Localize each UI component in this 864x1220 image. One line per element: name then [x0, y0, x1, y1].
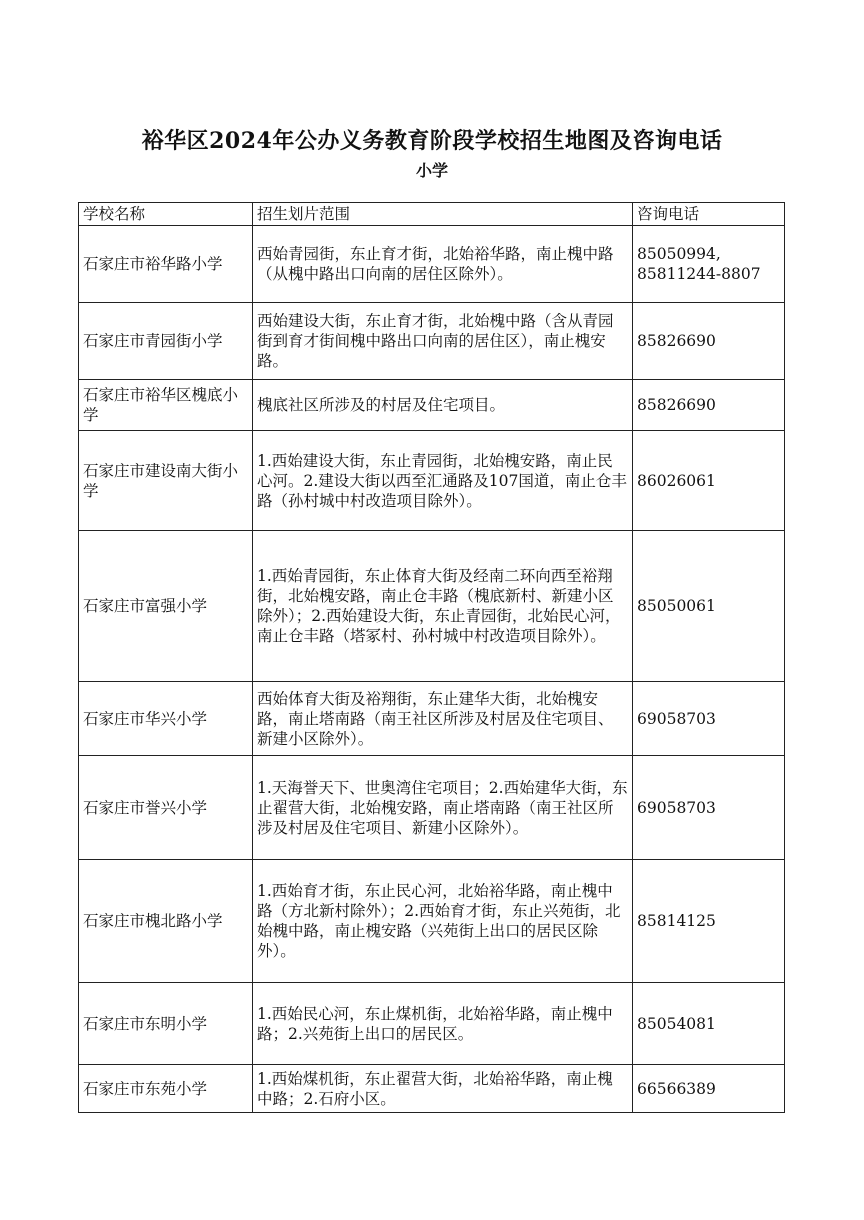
header-school-name: 学校名称 [79, 203, 253, 226]
document-subtitle: 小学 [415, 161, 448, 180]
header-enrollment-range: 招生划片范围 [253, 203, 633, 226]
school-name: 石家庄市富强小学 [79, 531, 253, 682]
enrollment-table [78, 202, 785, 1113]
enrollment-range: 西始青园街，东止育才街，北始裕华路，南止槐中路（从槐中路出口向南的居住区除外）。 [253, 226, 633, 303]
school-name: 石家庄市誉兴小学 [79, 756, 253, 860]
enrollment-range: 1.西始青园街，东止体育大街及经南二环向西至裕翔街，北始槐安路，南止仓丰路（槐底新村、新建小区除外）；2.西始建设大街，东止青园街，北始民心河，南止仓丰路（塔冢村、孙村城中村改造项目除外）。 [253, 531, 633, 682]
school-name: 石家庄市青园街小学 [79, 303, 253, 380]
phone-number: 69058703 [633, 682, 785, 756]
enrollment-range: 1.西始煤机街，东止翟营大街，北始裕华路，南止槐中路；2.石府小区。 [253, 1065, 633, 1113]
phone-number: 86026061 [633, 431, 785, 531]
school-name: 石家庄市东明小学 [79, 983, 253, 1065]
school-name: 石家庄市裕华路小学 [79, 226, 253, 303]
table-row [79, 531, 785, 682]
enrollment-range: 槐底社区所涉及的村居及住宅项目。 [253, 380, 633, 431]
school-name: 石家庄市华兴小学 [79, 682, 253, 756]
phone-number: 85814125 [633, 860, 785, 983]
enrollment-range: 1.西始育才街，东止民心河，北始裕华路，南止槐中路（方北新村除外）；2.西始育才街，东止兴苑街，北始槐中路，南止槐安路（兴苑街上出口的居民区除外）。 [253, 860, 633, 983]
table-row [79, 226, 785, 303]
phone-number: 66566389 [633, 1065, 785, 1113]
school-name: 石家庄市槐北路小学 [79, 860, 253, 983]
enrollment-range: 1.西始民心河，东止煤机街，北始裕华路，南止槐中路；2.兴苑街上出口的居民区。 [253, 983, 633, 1065]
table-row [79, 1065, 785, 1113]
phone-number: 69058703 [633, 756, 785, 860]
header-phone: 咨询电话 [633, 203, 785, 226]
table-row [79, 860, 785, 983]
enrollment-range: 1.天海誉天下、世奥湾住宅项目；2.西始建华大街，东止翟营大街，北始槐安路，南止塔南路（南王社区所涉及村居及住宅项目、新建小区除外）。 [253, 756, 633, 860]
document-title: 裕华区2024年公办义务教育阶段学校招生地图及咨询电话 [141, 128, 723, 154]
table-row [79, 682, 785, 756]
school-name: 石家庄市建设南大街小学 [79, 431, 253, 531]
table-header-row [79, 203, 785, 226]
phone-number: 85826690 [633, 380, 785, 431]
table-row [79, 756, 785, 860]
phone-number: 85054081 [633, 983, 785, 1065]
enrollment-range: 1.西始建设大街，东止青园街，北始槐安路，南止民心河。2.建设大街以西至汇通路及107国道，南止仓丰路（孙村城中村改造项目除外）。 [253, 431, 633, 531]
enrollment-range: 西始建设大街，东止育才街，北始槐中路（含从青园街到育才街间槐中路出口向南的居住区），南止槐安路。 [253, 303, 633, 380]
phone-number: 85050994, 85811244-8807 [633, 226, 785, 303]
phone-number: 85050061 [633, 531, 785, 682]
table-row [79, 431, 785, 531]
school-name: 石家庄市裕华区槐底小学 [79, 380, 253, 431]
phone-number: 85826690 [633, 303, 785, 380]
school-name: 石家庄市东苑小学 [79, 1065, 253, 1113]
table-row [79, 303, 785, 380]
table-row [79, 380, 785, 431]
table-row [79, 983, 785, 1065]
enrollment-range: 西始体育大街及裕翔街，东止建华大街，北始槐安路，南止塔南路（南王社区所涉及村居及住宅项目、新建小区除外）。 [253, 682, 633, 756]
